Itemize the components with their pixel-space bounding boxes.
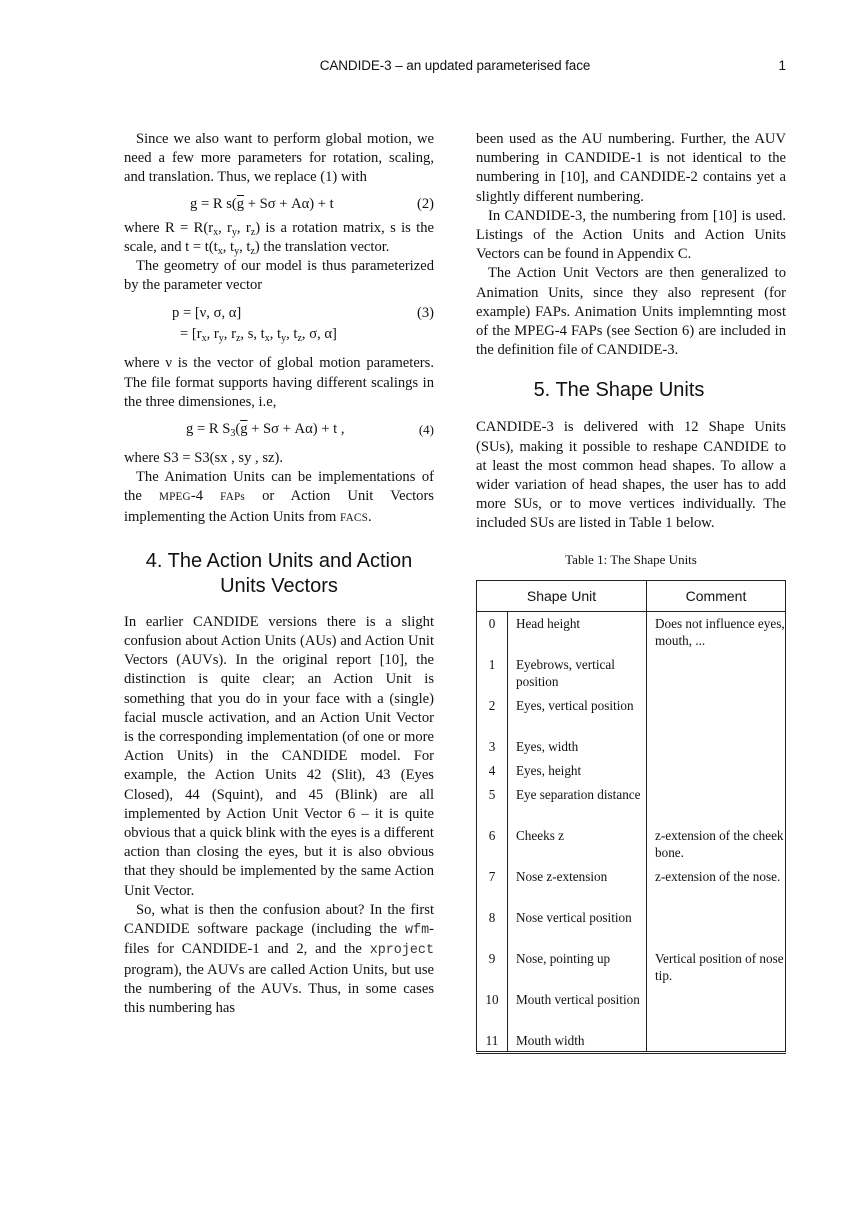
column-header-shape-unit: Shape Unit	[477, 580, 647, 611]
paragraph: CANDIDE-3 is delivered with 12 Shape Units (SUs), making it possible to reshape CANDIDE to at least the most common head shapes. To allow a wider variation of head shapes, the user has to add more SUs, or to move vertices individually. The included SUs are listed in Table 1 below.	[476, 419, 786, 532]
equation-2	[124, 195, 434, 214]
paragraph: been used as the AU numbering. Further, the AUV numbering in CANDIDE-1 is not identical to the numbering in [10], and CANDIDE-2 contains yet a slightly different numbering.	[476, 131, 786, 205]
table-row: 9 Nose, pointing up Vertical position of nose tip.	[477, 947, 786, 988]
equation-number: (2)	[416, 195, 434, 212]
paragraph: where ν is the vector of global motion parameters. The file format supports having different scalings in the three dimensiones, i.e,	[124, 355, 434, 410]
running-header-title: CANDIDE-3 – an updated parameterised face	[319, 58, 591, 73]
equation-body: g = R $s(\overline{g} + S\sigma + A\alpha) + t$	[190, 195, 334, 212]
paragraph: where $R = R(r_x$, $r_y$, $r_z$) is a rotation matrix, s is the scale, and $t = t(t_x$, $t_y$, $t_z$) the translation vector.	[124, 219, 434, 257]
section-heading: 4. The Action Units and Action Units Vectors	[145, 549, 413, 597]
equation-body: g = R $S_3(\overline{g} + S\sigma + A\alpha) + t$ ,	[186, 421, 345, 440]
table-row: 7 Nose z-extension z-extension of the nose.	[477, 865, 786, 906]
paragraph: So, what is then the confusion about? In the first CANDIDE software package (including the wfm-files for CANDIDE-1 and 2, and the xproject program), the AUVs are called Action Units, but use the numbering of the AUVs. Thus, in some cases this numbering has	[124, 901, 434, 1016]
page-number: 1	[778, 58, 786, 73]
paragraph: The Action Unit Vectors are then generalized to Animation Units, since they also represent (for example) FAPs. Animation Units implemnting most of the MPEG-4 FAPs (see Section 6) are included in the definition file of CANDIDE-3.	[476, 265, 786, 359]
table-row: 4 Eyes, height	[477, 759, 786, 783]
equation-number: (3)	[416, 305, 434, 322]
paragraph: Since we also want to perform global motion, we need a few more parameters for rotation, scaling, and translation. Thus, we replace (1) with	[124, 131, 434, 186]
table-row: 8 Nose vertical position	[477, 906, 786, 947]
paragraph: In CANDIDE-3, the numbering from [10] is used. Listings of the Action Units and Action Units Vectors can be found in Appendix C.	[476, 207, 786, 263]
equation-line: = [$r_x$, $r_y$, $r_z$, s, $t_x$, $t_y$, $t_z$, σ, α]	[180, 326, 337, 345]
equation-4	[124, 420, 434, 439]
paragraph: The Animation Units can be implementations of the MPEG-4 FAPs or Action Unit Vectors implementing the Action Units from FACS.	[124, 469, 434, 525]
table-row: 10 Mouth vertical position	[477, 988, 786, 1029]
paragraph: In earlier CANDIDE versions there is a slight confusion about Action Units (AUs) and Action Unit Vectors (AUVs). In the original report [10], the distinction is quite clear; an Action Unit is something that you do in your face with a (single) facial muscle activation, and an Action Unit Vector is the corresponding implementation (of one or more Action Units) in the CANDIDE model. For example, the Action Units 42 (Slit), 43 (Eyes Closed), 44 (Squint), and 45 (Blink) are all implemented by Action Unit Vector 6 – it is quite obvious that a quick blink with the eyes is a different action than closing the eyes, but it is also obvious that they should be implemented by the same Action Unit Vector.	[124, 613, 434, 899]
paragraph: where S3 = S3(sx , sy , sz).	[124, 450, 284, 467]
equation-3	[124, 304, 434, 323]
table-caption: Table 1: The Shape Units	[565, 551, 697, 567]
table-row: 6 Cheeks z z-extension of the cheek bone.	[477, 824, 786, 865]
table-row: 5 Eye separation distance	[477, 783, 786, 824]
right-column	[476, 130, 786, 1054]
table-row: 0 Head height Does not influence eyes, mouth, ...	[477, 611, 786, 653]
table-header-row	[477, 580, 786, 611]
table-row: 1 Eyebrows, vertical position	[477, 653, 786, 694]
shape-units-table	[476, 580, 786, 1054]
left-column	[124, 130, 434, 1018]
table-row: 3 Eyes, width	[477, 735, 786, 759]
equation-3-line-2	[124, 325, 434, 344]
equation-line: p = [ν, σ, α]	[172, 305, 242, 322]
section-heading: 5. The Shape Units	[533, 379, 705, 402]
table-row: 2 Eyes, vertical position	[477, 694, 786, 735]
column-header-comment: Comment	[647, 580, 786, 611]
table-row: 11 Mouth width	[477, 1029, 786, 1053]
paragraph: The geometry of our model is thus parameterized by the parameter vector	[124, 258, 434, 294]
equation-number: (4)	[418, 422, 434, 438]
